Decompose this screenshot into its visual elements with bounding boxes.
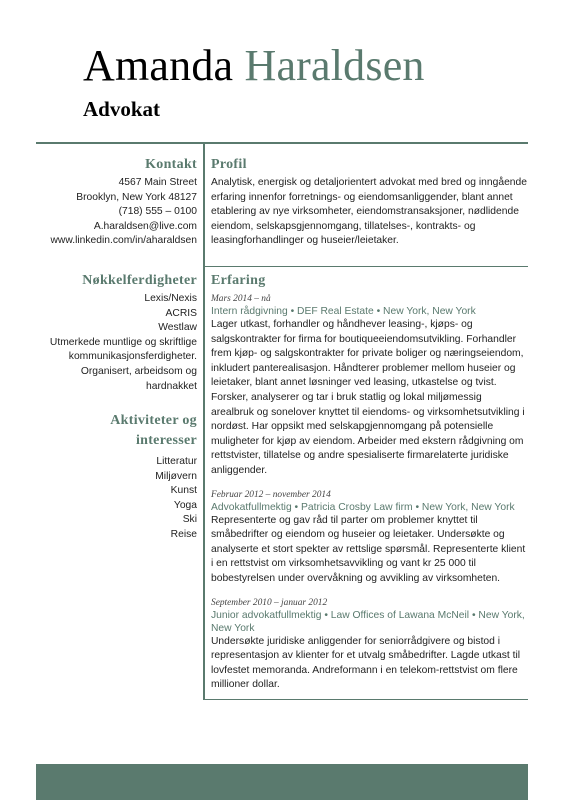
job-title: Advokatfullmektig • Patricia Crosby Law firm • New York, New York xyxy=(211,501,515,513)
activity-item: Reise xyxy=(170,528,197,540)
skills-heading: Nøkkelferdigheter xyxy=(82,273,197,288)
profile-section xyxy=(211,157,527,249)
profile-text: Analytisk, energisk og detaljorientert advokat med bred og inngående erfaring innenfor forretnings- og eiendomsanliggender, blant annet etablering av nye virksomheter, eiendomstransaksjoner, nødlidende eiendom, selskapsgjennomgang, tillatelses-, kontrakts- og leasingforhandlinger og huseier/leietaker. xyxy=(211,177,527,247)
job-entry xyxy=(211,489,527,587)
activities-section xyxy=(36,411,197,543)
contact-email[interactable]: A.haraldsen@live.com xyxy=(93,220,197,232)
experience-divider xyxy=(205,699,528,700)
skill-item: ACRIS xyxy=(165,307,197,319)
job-entry xyxy=(211,293,527,479)
activity-item: Yoga xyxy=(173,499,197,511)
full-name xyxy=(83,41,425,90)
activity-item: Miljøvern xyxy=(155,470,197,482)
contact-city: Brooklyn, New York 48127 xyxy=(76,191,197,203)
job-date: Mars 2014 – nå xyxy=(211,294,271,304)
activity-item: Ski xyxy=(182,514,197,526)
skill-item: kommunikasjonsferdigheter. xyxy=(68,351,197,363)
last-name: Haraldsen xyxy=(244,41,425,90)
job-title: Advokat xyxy=(83,97,161,121)
contact-phone: (718) 555 – 0100 xyxy=(118,206,197,218)
activity-item: Litteratur xyxy=(156,456,197,467)
job-description: Lager utkast, forhandler og håndhever leasing-, kjøps- og salgskontrakter for firma for boutiqueeiendomsutvikling. Forhandler frem kjøp- og salgskontrakter for private boliger og næringseiendom, inkludert panterealisasjon. Håndterer problemer mellom huseier og leietaker, blant annet løsninger ved leasing, utkastelse og tvist. Forsker, analyserer og tar i bruk statlig og lokal miljømessig arealbruk og sonelover knyttet til eiendoms- og virksomhetsutvikling i nordøst. Har oppsikt med selskapgjennomgang på potensielle muligheter for kjøp av eiendom. Arbeider med ekstern rådgivning om rettstvister, tillatelse og andre spesialiserte firmarelaterte juridiske anliggender. xyxy=(211,319,525,476)
resume-header xyxy=(83,41,425,122)
job-date: Februar 2012 – november 2014 xyxy=(211,489,331,500)
job-date: September 2010 – januar 2012 xyxy=(211,597,328,608)
column-divider xyxy=(203,144,205,700)
activities-heading: Aktiviteter og interesser xyxy=(110,413,197,448)
skill-item: Lexis/Nexis xyxy=(144,293,197,304)
header-divider xyxy=(36,142,528,144)
profile-divider xyxy=(205,266,528,267)
job-description: Representerte og gav råd til parter om problemer knyttet til småbedrifter og eiendom og huseier og leietaker. Undersøkte og analyserte et stort spekter av rettslige spørsmål. Representerte klient i en rettstvist om virksomhetsavvikling og vant kr 25 000 til bobestyrelsen under overvåkning og avvikling av virksomheten. xyxy=(211,514,526,584)
experience-section xyxy=(211,273,527,693)
profile-heading: Profil xyxy=(211,157,247,172)
first-name: Amanda xyxy=(83,41,234,90)
skill-item: Organisert, arbeidsom og xyxy=(80,365,197,377)
job-entry xyxy=(211,597,527,693)
contact-address: 4567 Main Street xyxy=(118,177,197,188)
job-description: Undersøkte juridiske anliggender for seniorrådgivere og bistod i representasjon av klienter for et utvalg småbedrifter. Lagde utkast til lovfestet memoranda. Andreformann i en telekom-rettstvist om flere millioner dollar. xyxy=(211,635,521,691)
job-title: Intern rådgivning • DEF Real Estate • New York, New York xyxy=(211,306,476,317)
footer-band xyxy=(36,764,528,800)
job-title: Junior advokatfullmektig • Law Offices of Lawana McNeil • New York, New York xyxy=(211,609,525,634)
skills-section xyxy=(36,273,197,394)
contact-section xyxy=(36,157,197,249)
skill-item: Utmerkede muntlige og skriftlige xyxy=(49,336,197,348)
contact-heading: Kontakt xyxy=(145,157,197,172)
activity-item: Kunst xyxy=(170,485,197,497)
experience-heading: Erfaring xyxy=(211,273,266,288)
contact-linkedin[interactable]: www.linkedin.com/in/aharaldsen xyxy=(50,235,197,247)
skill-item: hardnakket xyxy=(146,380,197,392)
skill-item: Westlaw xyxy=(158,322,197,334)
